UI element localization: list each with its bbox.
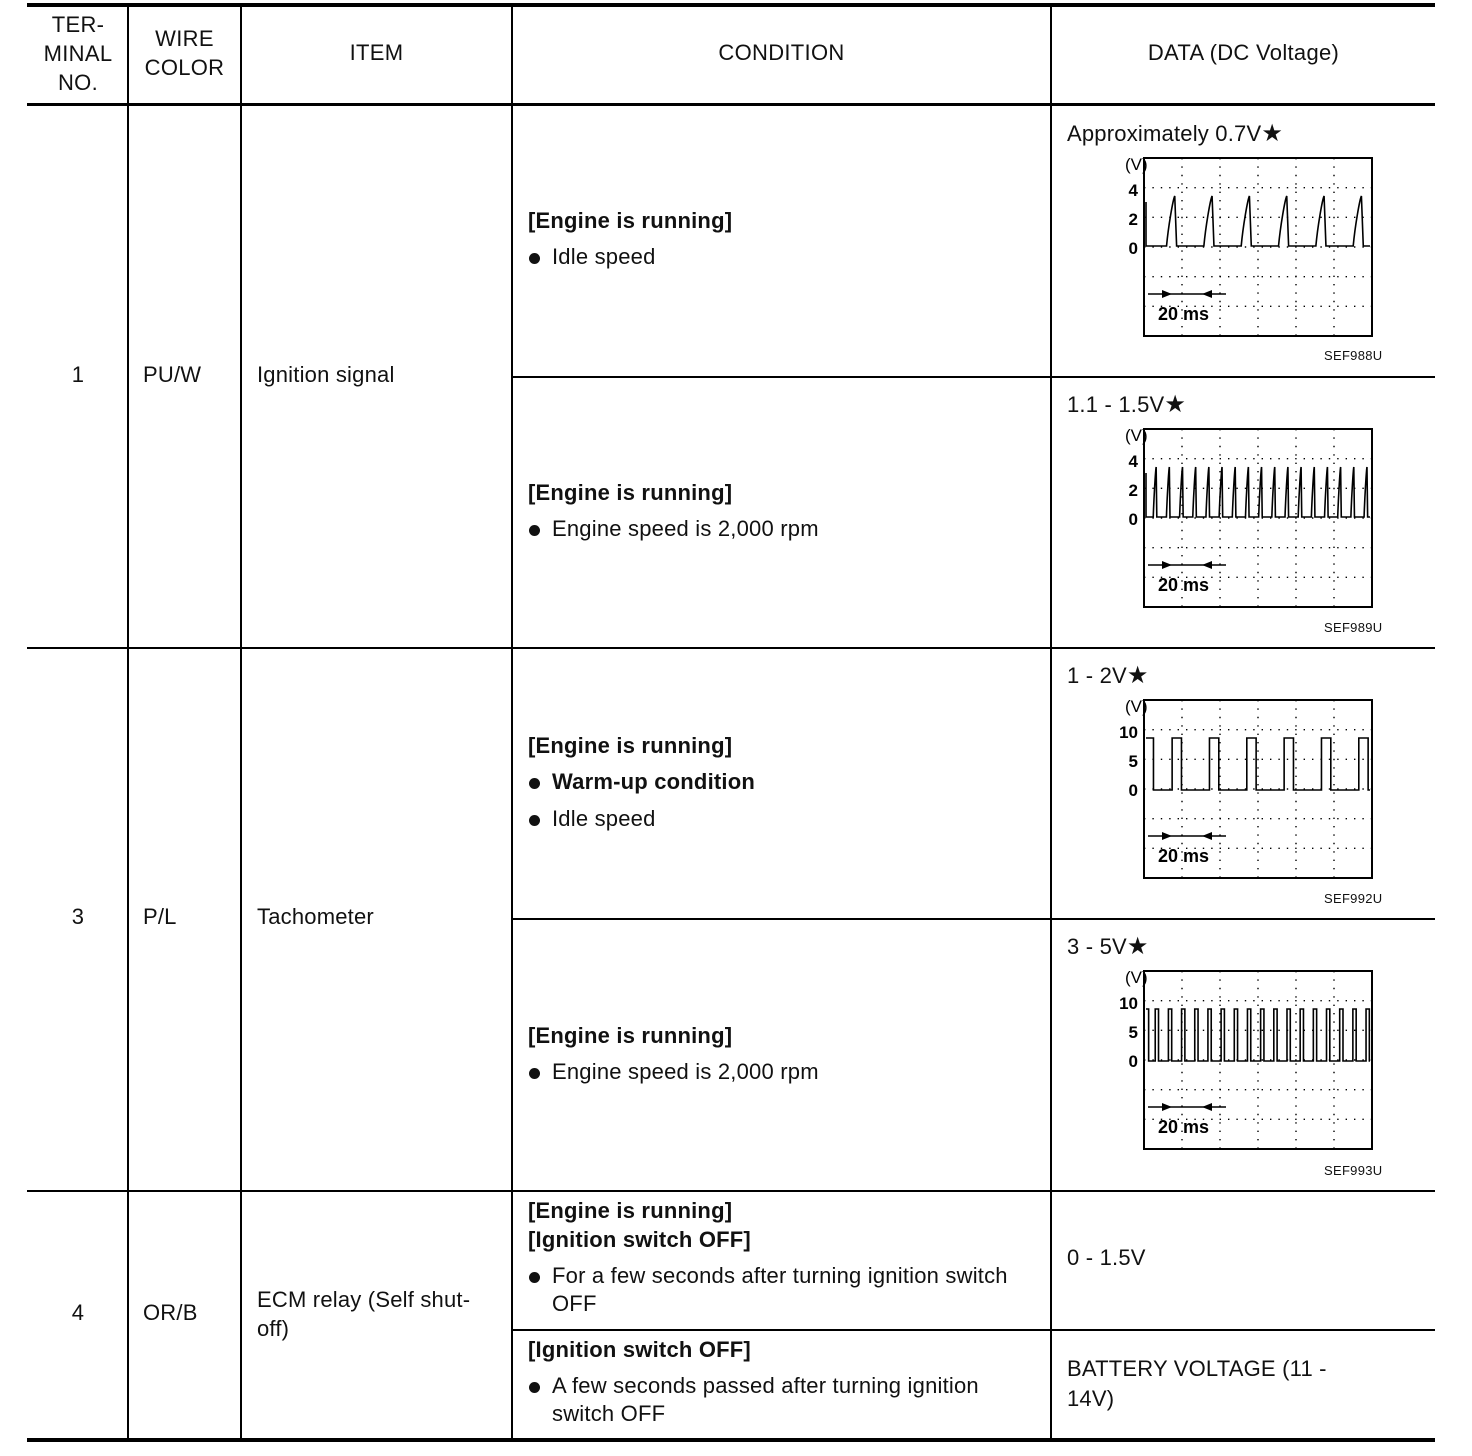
- scope-time-label: 20 ms: [1158, 846, 1210, 866]
- scope-tick-label: 0: [1128, 510, 1138, 529]
- scope-tick-label: 4: [1128, 452, 1138, 471]
- header-wire-color: WIRE COLOR: [144, 26, 225, 80]
- arrow-left-icon: [1202, 290, 1212, 298]
- star-icon: ★: [1164, 391, 1187, 418]
- scope-waveform-trace: [1146, 467, 1370, 517]
- scope-waveform-trace: [1146, 1009, 1370, 1061]
- terminal-number: 3: [71, 904, 85, 929]
- arrow-right-icon: [1162, 290, 1172, 298]
- subrow-divider: [511, 918, 1435, 920]
- condition-block: [528, 1335, 1038, 1428]
- wire-color: PU/W: [143, 362, 202, 387]
- voltage-value: 3 - 5V★: [1067, 933, 1149, 960]
- arrow-left-icon: [1202, 561, 1212, 569]
- condition-bullet: Engine speed is 2,000 rpm: [528, 515, 1038, 543]
- column-divider: [127, 5, 129, 1440]
- voltage-value: 1.1 - 1.5V★: [1067, 391, 1187, 418]
- condition-block: [528, 206, 1038, 271]
- scope-time-label: 20 ms: [1158, 1117, 1210, 1137]
- voltage-value: Approximately 0.7V★: [1067, 120, 1284, 147]
- row-divider: [27, 1190, 1435, 1192]
- arrow-right-icon: [1162, 832, 1172, 840]
- voltage-value: 1 - 2V★: [1067, 662, 1149, 689]
- star-icon: ★: [1126, 933, 1149, 960]
- column-divider: [240, 5, 242, 1440]
- figure-code: SEF992U: [1324, 891, 1383, 906]
- condition-bullet: Warm-up condition: [528, 768, 1038, 796]
- header-data: DATA (DC Voltage): [1147, 40, 1340, 65]
- item-name: Ignition signal: [257, 362, 395, 387]
- scope-time-label: 20 ms: [1158, 575, 1210, 595]
- oscilloscope-waveform: [1100, 963, 1400, 1183]
- condition-heading: [Engine is running]: [528, 733, 733, 758]
- item-name: Tachometer: [257, 904, 374, 929]
- condition-bullet: Engine speed is 2,000 rpm: [528, 1058, 1038, 1086]
- scope-tick-label: 10: [1119, 994, 1138, 1013]
- condition-bullet: Idle speed: [528, 243, 1038, 271]
- header-condition: CONDITION: [718, 40, 845, 65]
- condition-block: [528, 731, 1038, 833]
- figure-code: SEF988U: [1324, 348, 1383, 363]
- row-divider: [27, 647, 1435, 649]
- figure-code: SEF989U: [1324, 620, 1383, 635]
- star-icon: ★: [1126, 662, 1149, 689]
- subrow-divider: [511, 1329, 1435, 1331]
- oscilloscope-waveform: [1100, 692, 1400, 912]
- scope-tick-label: 5: [1128, 752, 1138, 771]
- voltage-value: 0 - 1.5V: [1067, 1245, 1146, 1270]
- scope-tick-label: 2: [1128, 481, 1138, 500]
- condition-bullet: A few seconds passed after turning ignition switch OFF: [528, 1372, 1022, 1428]
- scope-unit-label: (V): [1125, 697, 1148, 716]
- item-name: ECM relay (Self shut-off): [257, 1287, 471, 1341]
- arrow-right-icon: [1162, 561, 1172, 569]
- star-icon: ★: [1261, 120, 1284, 147]
- condition-heading: [Engine is running]: [528, 208, 733, 233]
- scope-tick-label: 0: [1128, 239, 1138, 258]
- scope-waveform-trace: [1146, 738, 1370, 790]
- condition-heading: [Engine is running]: [528, 1198, 733, 1223]
- scope-unit-label: (V): [1125, 155, 1148, 174]
- scope-unit-label: (V): [1125, 426, 1148, 445]
- header-terminal-no: TER- MINAL NO.: [43, 12, 113, 95]
- condition-block: [528, 1196, 1038, 1318]
- scope-tick-label: 0: [1128, 1052, 1138, 1071]
- condition-bullet: Idle speed: [528, 805, 1038, 833]
- arrow-left-icon: [1202, 832, 1212, 840]
- terminal-number: 1: [71, 362, 85, 387]
- header-bottom-border: [27, 103, 1435, 106]
- arrow-left-icon: [1202, 1103, 1212, 1111]
- table-top-border: [27, 3, 1435, 7]
- condition-bullet: For a few seconds after turning ignition switch OFF: [528, 1262, 1042, 1318]
- terminal-number: 4: [71, 1300, 85, 1325]
- condition-block: [528, 478, 1038, 543]
- scope-tick-label: 10: [1119, 723, 1138, 742]
- table-bottom-border: [27, 1438, 1435, 1442]
- scope-tick-label: 5: [1128, 1023, 1138, 1042]
- condition-heading: [Ignition switch OFF]: [528, 1337, 751, 1362]
- column-divider: [1050, 5, 1052, 1440]
- header-item: ITEM: [349, 40, 404, 65]
- scope-waveform-trace: [1146, 196, 1370, 246]
- wire-color: P/L: [143, 904, 177, 929]
- scope-tick-label: 0: [1128, 781, 1138, 800]
- oscilloscope-waveform: [1100, 421, 1400, 641]
- oscilloscope-waveform: [1100, 150, 1400, 370]
- column-divider: [511, 5, 513, 1440]
- condition-heading: [Ignition switch OFF]: [528, 1227, 751, 1252]
- voltage-value: BATTERY VOLTAGE (11 - 14V): [1067, 1356, 1327, 1411]
- wire-color: OR/B: [143, 1300, 198, 1325]
- arrow-right-icon: [1162, 1103, 1172, 1111]
- scope-tick-label: 2: [1128, 210, 1138, 229]
- scope-tick-label: 4: [1128, 181, 1138, 200]
- condition-heading: [Engine is running]: [528, 1023, 733, 1048]
- subrow-divider: [511, 376, 1435, 378]
- scope-time-label: 20 ms: [1158, 304, 1210, 324]
- condition-heading: [Engine is running]: [528, 480, 733, 505]
- condition-block: [528, 1021, 1038, 1086]
- figure-code: SEF993U: [1324, 1163, 1383, 1178]
- scope-unit-label: (V): [1125, 968, 1148, 987]
